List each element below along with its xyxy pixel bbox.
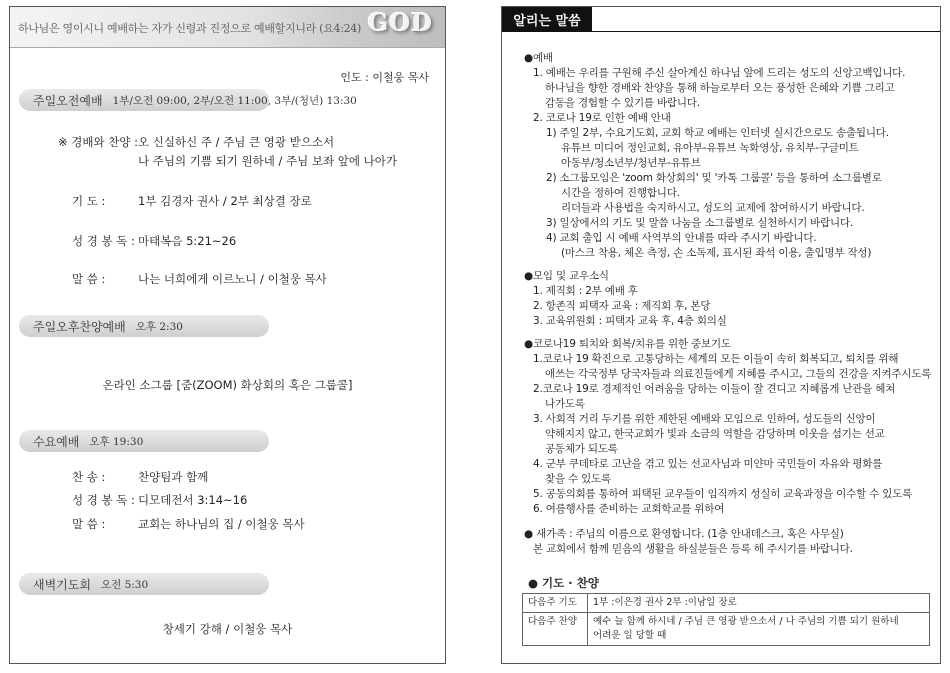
praise-label: ※ 경배와 찬양 : (58, 135, 139, 149)
praise-value-2: 나 주님의 기쁨 되기 원하네 / 주님 보좌 앞에 나아가 (138, 154, 397, 168)
wed-sermon-label: 말 씀 : (72, 517, 106, 531)
header-banner (10, 7, 445, 48)
reading-label: 성 경 봉 독 : (72, 234, 135, 248)
announce-line: 1. 예배는 우리를 구원해 주신 살아계신 하나님 앞에 드리는 성도의 신앙고백입니다. (533, 67, 906, 79)
heading-worship: ●예배 (524, 52, 553, 64)
announce-line: 2. 항존직 피택자 교육 : 제직회 후, 본당 (533, 300, 711, 312)
dawn-note: 창세기 강해 / 이철웅 목사 (162, 622, 293, 636)
announcements-header: 알리는 말씀 (502, 7, 592, 32)
announce-line: 6. 여름행사를 준비하는 교회학교를 위하여 (533, 503, 725, 515)
announce-line: 2. 코로나 19로 인한 예배 안내 (533, 112, 671, 124)
section-info: 오전 5:30 (100, 578, 149, 591)
wed-reading-row (58, 492, 438, 508)
announce-line: 아동부/청소년부/청년부-유튜브 (561, 157, 701, 169)
table-cell-value: 1부 :이은경 권사 2부 :이남일 장로 (588, 594, 930, 613)
announce-line: 하나님을 향한 경배와 찬양을 통해 하늘로부터 오는 풍성한 은혜와 기쁨 그리고 (545, 82, 895, 94)
afternoon-note: 온라인 소그룹 [줌(ZOOM) 화상회의 혹은 그룹콜] (102, 378, 353, 392)
announce-line: 찾을 수 있도록 (545, 473, 611, 485)
heading-meetings: ●모임 및 교우소식 (524, 270, 609, 282)
reading-row (58, 233, 438, 249)
announce-line: 3. 사회적 거리 두기를 위한 제한된 예배와 모임으로 인하여, 성도들의 신앙이 (533, 413, 876, 425)
announce-line: 애쓰는 각국정부 당국자들과 의료진들에게 지혜를 주시고, 그들의 건강을 지켜주시도록 (545, 368, 932, 380)
praise-row-2 (58, 153, 438, 169)
worship-order-panel (9, 6, 446, 664)
sermon-row (58, 271, 438, 287)
section-dawn (19, 573, 269, 595)
table-cell-key: 다음주 기도 (523, 594, 588, 613)
section-info: 오후 2:30 (135, 320, 183, 333)
heading-newcomers: ● 새가족 : 주님의 이름으로 환영합니다. (1층 안내데스크, 혹은 사무실) (524, 528, 844, 540)
section-info: 1부/오전 09:00, 2부/오전 11:00, 3부/(청년) 13:30 (112, 94, 357, 107)
announce-line: 감동을 경험할 수 있기를 바랍니다. (545, 97, 700, 109)
announce-line: 약해지지 않고, 한국교회가 빛과 소금의 역할을 감당하며 이웃을 섬기는 선교 (545, 428, 885, 440)
section-title: 수요예배 (33, 434, 80, 449)
praise-row (58, 134, 438, 150)
table-row (523, 613, 930, 646)
announce-line: (마스크 착용, 체온 측정, 손 소독제, 표시된 좌석 이용, 출입명부 작성) (561, 247, 872, 259)
wed-praise-row (58, 469, 438, 485)
praise-line-2: 어려운 일 당할 때 (593, 630, 667, 641)
banner-verse: 하나님은 영이시니 예배하는 자가 신령과 진정으로 예배할지니라 (요4:24) (18, 22, 361, 35)
announce-line: 유튜브 미디어 정인교회, 유아부-유튜브 녹화영상, 유치부-구글미트 (561, 142, 859, 154)
announce-line: 본 교회에서 함께 믿음의 생활을 하실분들은 등록 해 주시기를 바랍니다. (533, 543, 853, 555)
announce-line: 나가도록 (545, 398, 585, 410)
table-cell-key: 다음주 찬양 (523, 613, 588, 646)
prayer-label: 기 도 : (72, 194, 106, 208)
announce-line: 3. 교육위원회 : 피택자 교육 후, 4층 회의실 (533, 315, 727, 327)
header-divider (592, 31, 940, 32)
table-cell-value (588, 613, 930, 646)
section-title: 새벽기도회 (33, 577, 91, 592)
announce-line: 4) 교회 출입 시 예배 사역부의 안내를 따라 주시기 바랍니다. (546, 232, 817, 244)
announce-line: 3) 일상에서의 기도 및 말씀 나눔을 소그룹별로 실천하시기 바랍니다. (546, 217, 854, 229)
praise-value-1: 오 신실하신 주 / 주님 큰 영광 받으소서 (138, 135, 335, 149)
table-row (523, 594, 930, 613)
section-title: 주일오후찬양예배 (33, 319, 126, 334)
prayer-praise-title: ● 기도 · 찬양 (528, 576, 599, 590)
sermon-value: 나는 너희에게 이르노니 / 이철웅 목사 (138, 272, 327, 286)
prayer-table (522, 593, 930, 646)
wed-sermon-row (58, 516, 438, 532)
heading-intercession: ●코로나19 퇴치와 회복/치유를 위한 중보기도 (524, 338, 731, 350)
sermon-label: 말 씀 : (72, 272, 106, 286)
wed-praise-label: 찬 송 : (72, 470, 106, 484)
wed-reading-label: 성 경 봉 독 : (72, 493, 135, 507)
reading-value: 마태복음 5:21~26 (138, 234, 237, 248)
wed-praise-value: 찬양팀과 함께 (138, 470, 209, 484)
announce-line: 공동체가 되도록 (545, 443, 618, 455)
wed-sermon-value: 교회는 하나님의 집 / 이철웅 목사 (138, 517, 305, 531)
announce-line: 2) 소그룹모임은 'zoom 화상회의' 및 '카톡 그룹콜' 등을 통하여 소그룹별로 (546, 172, 882, 184)
section-sunday-morning (19, 89, 357, 111)
announce-line: 1. 제직회 : 2부 예배 후 (533, 285, 638, 297)
announce-line: 시간을 정하여 진행합니다. (561, 187, 680, 199)
section-wednesday (19, 430, 269, 452)
god-logo: GOD (367, 8, 433, 37)
wed-reading-value: 디모데전서 3:14~16 (138, 493, 248, 507)
announce-line: 1.코로나 19 확진으로 고통당하는 세계의 모든 이들이 속히 회복되고, 퇴치를 위해 (533, 353, 899, 365)
leader-text: 인도 : 이철웅 목사 (340, 71, 429, 84)
announce-line: 2.코로나 19로 경제적인 어려움을 당하는 이들이 잘 견디고 지혜롭게 난관을 헤쳐 (533, 383, 896, 395)
announce-line: 리더들과 사용법을 숙지하시고, 성도의 교제에 참여하시기 바랍니다. (561, 202, 865, 214)
announce-line: 1) 주일 2부, 수요기도회, 교회 학교 예배는 인터넷 실시간으로도 송출됩니다. (546, 127, 889, 139)
announce-line: 4. 군부 쿠데타로 고난을 겪고 있는 선교사님과 미얀마 국민들이 자유와 평화를 (533, 458, 883, 470)
section-sunday-afternoon (19, 315, 269, 337)
announcements-panel (501, 6, 941, 664)
announce-line: 5. 공동의회를 통하여 피택된 교우들이 임직까지 성실히 교육과정을 이수할 수 있도록 (533, 488, 913, 500)
praise-line-1: 예수 늘 함께 하시네 / 주님 큰 영광 받으소서 / 나 주님의 기쁨 되기 원하네 (593, 616, 899, 627)
prayer-row (58, 193, 438, 209)
prayer-value: 1부 김경자 권사 / 2부 최상결 장로 (138, 194, 312, 208)
section-info: 오후 19:30 (89, 435, 144, 448)
section-title: 주일오전예배 (33, 93, 103, 108)
